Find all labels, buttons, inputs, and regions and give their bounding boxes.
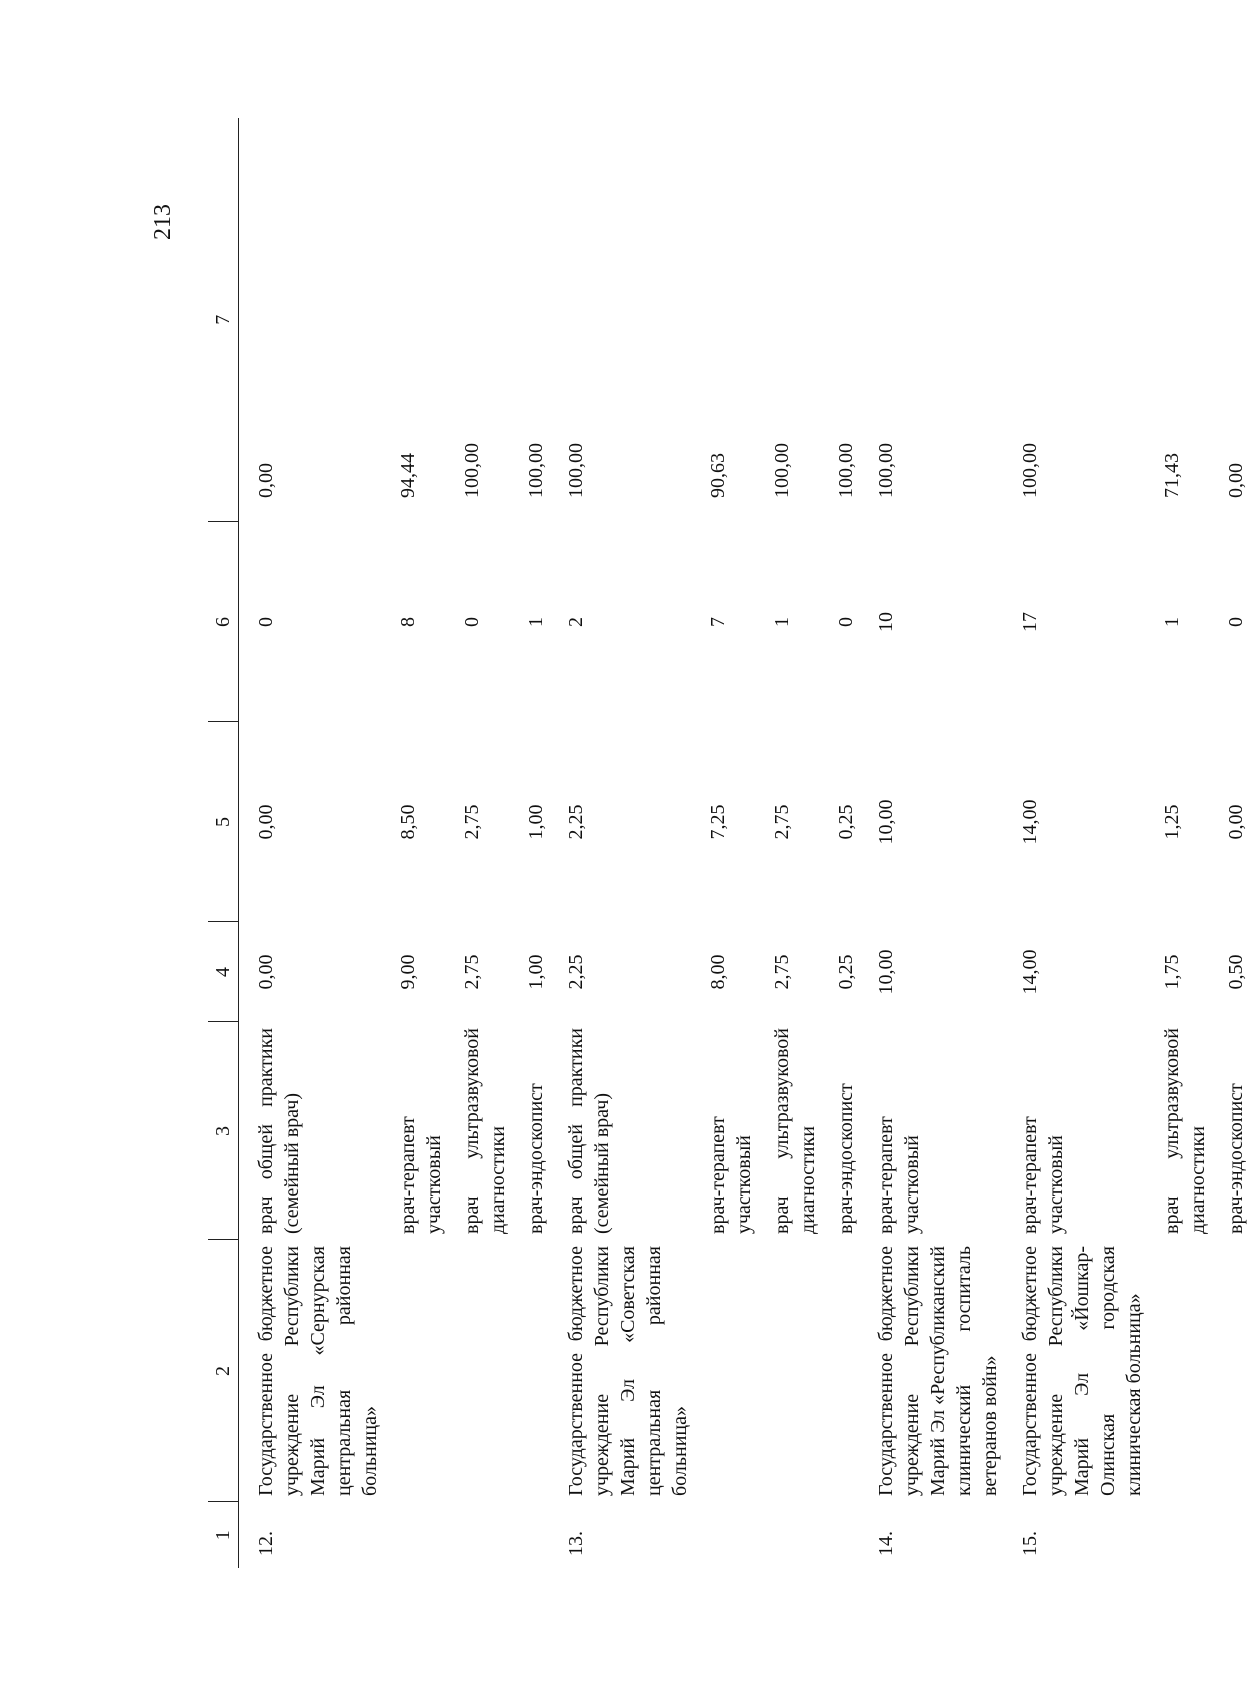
table-row — [1211, 118, 1249, 1568]
institution-name — [693, 1240, 757, 1502]
row-number — [511, 1502, 549, 1568]
row-number — [1211, 1502, 1249, 1568]
table-row — [821, 118, 859, 1568]
value-col-4: 2,75 — [771, 954, 793, 990]
column-header-6: 6 — [208, 522, 239, 722]
table-row — [549, 118, 693, 1568]
value-col-6: 17 — [1019, 612, 1041, 632]
table-row — [239, 118, 384, 1568]
column-header-7: 7 — [208, 118, 239, 522]
institution-name: Государственное бюджетное учреждение Республики Марий Эл «Йошкар-Олинская городская клиническая больница» — [1019, 1246, 1145, 1496]
specialty-name: врач ультразвуковой диагностики — [1161, 1028, 1209, 1234]
value-col-7: 0,00 — [1225, 463, 1247, 498]
value-col-5: 0,00 — [255, 804, 277, 840]
value-col-6: 1 — [525, 617, 547, 627]
institution-name — [757, 1240, 821, 1502]
value-col-6: 0 — [461, 617, 483, 627]
table-row — [693, 118, 757, 1568]
value-col-5: 7,25 — [707, 804, 729, 840]
column-header-4: 4 — [208, 922, 239, 1022]
institution-name: Государственное бюджетное учреждение Республики Марий Эл «Республиканский клинический госпиталь ветеранов войн» — [875, 1246, 1001, 1496]
value-col-6: 8 — [397, 617, 419, 627]
value-col-4: 8,00 — [707, 954, 729, 990]
table-row — [447, 118, 511, 1568]
row-number — [1147, 1502, 1211, 1568]
value-col-6: 1 — [771, 617, 793, 627]
institution-name — [1147, 1240, 1211, 1502]
table-row — [859, 118, 1003, 1568]
institution-name — [383, 1240, 447, 1502]
row-number — [693, 1502, 757, 1568]
value-col-6: 0 — [1225, 617, 1247, 627]
page-number: 213 — [150, 204, 176, 240]
specialty-name: врач-эндоскопист — [1225, 1083, 1247, 1234]
row-number — [383, 1502, 447, 1568]
value-col-5: 0,25 — [835, 804, 857, 840]
specialty-name: врач-терапевт участковый — [397, 1116, 445, 1234]
row-number — [447, 1502, 511, 1568]
value-col-6: 1 — [1161, 617, 1183, 627]
table-header — [208, 118, 239, 1568]
table-row — [383, 118, 447, 1568]
rotated-table-wrapper — [208, 118, 1247, 1568]
row-number: 15. — [1019, 1531, 1041, 1556]
row-number — [757, 1502, 821, 1568]
value-col-7: 0,00 — [255, 463, 277, 498]
value-col-7: 100,00 — [461, 443, 483, 498]
column-header-3: 3 — [208, 1022, 239, 1240]
value-col-5: 1,25 — [1161, 804, 1183, 840]
value-col-5: 2,75 — [771, 804, 793, 840]
table-row — [1003, 118, 1147, 1568]
value-col-5: 1,00 — [525, 804, 547, 840]
specialty-name: врач общей практики (семейный врач) — [565, 1028, 613, 1234]
row-number — [821, 1502, 859, 1568]
value-col-7: 94,44 — [397, 453, 419, 498]
value-col-6: 2 — [565, 617, 587, 627]
value-col-4: 9,00 — [397, 954, 419, 990]
value-col-4: 0,00 — [255, 954, 277, 990]
institution-name — [821, 1240, 859, 1502]
value-col-6: 0 — [835, 617, 857, 627]
value-col-7: 71,43 — [1161, 453, 1183, 498]
value-col-7: 100,00 — [565, 443, 587, 498]
specialty-name: врач ультразвуковой диагностики — [461, 1028, 509, 1234]
value-col-6: 0 — [255, 617, 277, 627]
value-col-6: 10 — [875, 612, 897, 632]
value-col-4: 0,25 — [835, 954, 857, 990]
row-number: 13. — [565, 1531, 587, 1556]
value-col-7: 100,00 — [835, 443, 857, 498]
value-col-7: 100,00 — [525, 443, 547, 498]
row-number: 12. — [255, 1531, 277, 1556]
specialty-name: врач-терапевт участковый — [1019, 1116, 1067, 1234]
value-col-4: 1,00 — [525, 954, 547, 990]
value-col-5: 0,00 — [1225, 804, 1247, 840]
table-row — [1147, 118, 1211, 1568]
value-col-7: 100,00 — [875, 443, 897, 498]
institution-name: Государственное бюджетное учреждение Республики Марий Эл «Сернурская центральная районная больница» — [255, 1246, 381, 1496]
value-col-5: 8,50 — [397, 804, 419, 840]
value-col-7: 90,63 — [707, 453, 729, 498]
value-col-5: 2,75 — [461, 804, 483, 840]
specialty-name: врач общей практики (семейный врач) — [255, 1028, 303, 1234]
value-col-4: 2,25 — [565, 954, 587, 990]
staffing-table — [208, 118, 1249, 1568]
value-col-7: 100,00 — [771, 443, 793, 498]
value-col-4: 1,75 — [1161, 954, 1183, 990]
value-col-4: 14,00 — [1019, 949, 1041, 995]
value-col-7: 100,00 — [1019, 443, 1041, 498]
row-number: 14. — [875, 1531, 897, 1556]
column-header-5: 5 — [208, 722, 239, 922]
specialty-name: врач-терапевт участковый — [875, 1116, 923, 1234]
specialty-name: врач-эндоскопист — [835, 1083, 857, 1234]
table-row — [511, 118, 549, 1568]
specialty-name: врач-эндоскопист — [525, 1083, 547, 1234]
specialty-name: врач-терапевт участковый — [707, 1116, 755, 1234]
column-header-2: 2 — [208, 1240, 239, 1502]
table-row — [757, 118, 821, 1568]
value-col-4: 10,00 — [875, 949, 897, 995]
header-row — [208, 118, 239, 1568]
specialty-name: врач ультразвуковой диагностики — [771, 1028, 819, 1234]
institution-name — [511, 1240, 549, 1502]
value-col-4: 2,75 — [461, 954, 483, 990]
column-header-1: 1 — [208, 1502, 239, 1568]
value-col-5: 2,25 — [565, 804, 587, 840]
value-col-5: 14,00 — [1019, 799, 1041, 845]
value-col-5: 10,00 — [875, 799, 897, 845]
institution-name — [447, 1240, 511, 1502]
table-body — [239, 118, 1249, 1568]
institution-name — [1211, 1240, 1249, 1502]
value-col-6: 7 — [707, 617, 729, 627]
value-col-4: 0,50 — [1225, 954, 1247, 990]
institution-name: Государственное бюджетное учреждение Республики Марий Эл «Советская центральная районная больница» — [565, 1246, 691, 1496]
